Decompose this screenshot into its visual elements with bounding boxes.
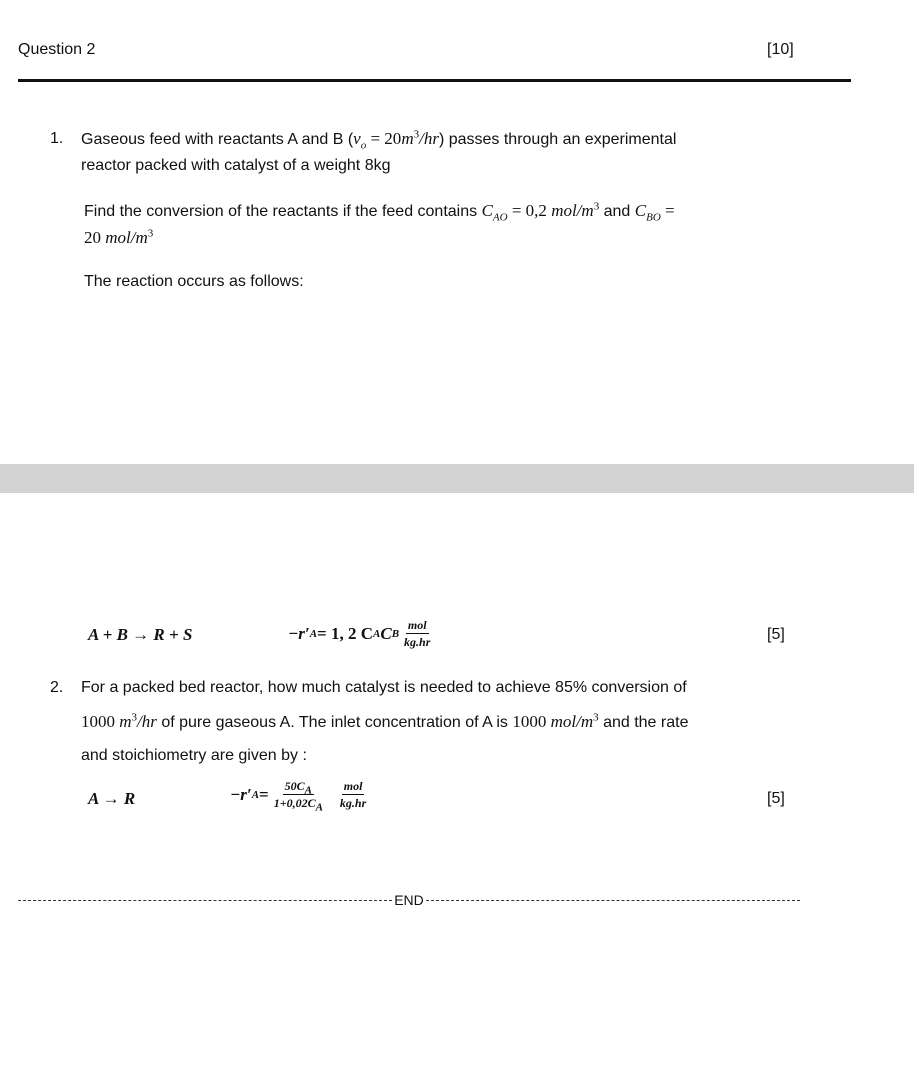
q2-marks: [5] xyxy=(767,790,785,807)
q2-line1: For a packed bed reactor, how much catalyst is needed to achieve 85% conversion of xyxy=(81,679,687,696)
q1-line2: reactor packed with catalyst of a weight 8kg xyxy=(81,157,391,174)
cb0-expression: $C_{BO}$ = xyxy=(634,201,675,224)
end-label: END xyxy=(394,892,424,908)
cb0-value: 20 mol/$m^3$ xyxy=(84,227,154,247)
q1-line1: Gaseous feed with reactants A and B $(v_o = 20m^3/hr)$ passes through an experimental xyxy=(81,128,677,152)
end-dash-right xyxy=(426,900,800,901)
q1-rate-units: $\frac{\text{mol}}{kg.hr}$ xyxy=(404,618,431,649)
q2-rate-fraction: $\frac{50C_A}{1+0,02C_A}$ xyxy=(273,779,323,814)
q2-rate-units: $\frac{\text{mol}}{kg.hr}$ xyxy=(339,779,367,810)
end-dash-left xyxy=(18,900,392,901)
end-divider xyxy=(18,892,800,908)
q1-number: 1. xyxy=(50,130,64,147)
page-break-band xyxy=(0,464,914,493)
q2-reaction: A → R xyxy=(88,789,136,808)
q1-marks: [5] xyxy=(767,626,785,643)
question-title: Question 2 xyxy=(18,41,96,58)
ca0-expression: $C_{AO} = 0,2$ mol/$m^3$ xyxy=(481,200,600,224)
q2-line2: 1000 $m^3/hr$ of pure gaseous A. The inlet concentration of A is 1000 mol/$m^3$ and the rate xyxy=(81,711,689,731)
q1-find-line: Find the conversion of the reactants if the feed contains $C_{AO} = 0,2$ mol/$m^3$ and $C_{BO}$ = xyxy=(84,200,675,224)
q1-rate-law: −r′ A = 1, 2 C A C B $\frac{\text{mol}}{kg.hr}$ xyxy=(288,618,431,649)
question-total-marks: [10] xyxy=(767,41,794,58)
velocity-symbol: $v_o = 20m^3/hr$ xyxy=(353,128,439,152)
q2-number: 2. xyxy=(50,679,64,696)
q1-reaction: A + B → R + S xyxy=(88,625,193,644)
q2-rate-law: −r′ A = $\frac{50C_A}{1+0,02C_A}$ $\frac{\text{mol}}{kg.hr}$ xyxy=(230,779,367,814)
header-rule xyxy=(18,79,851,82)
reaction-intro: The reaction occurs as follows: xyxy=(84,273,304,290)
q2-line3: and stoichiometry are given by : xyxy=(81,747,307,764)
